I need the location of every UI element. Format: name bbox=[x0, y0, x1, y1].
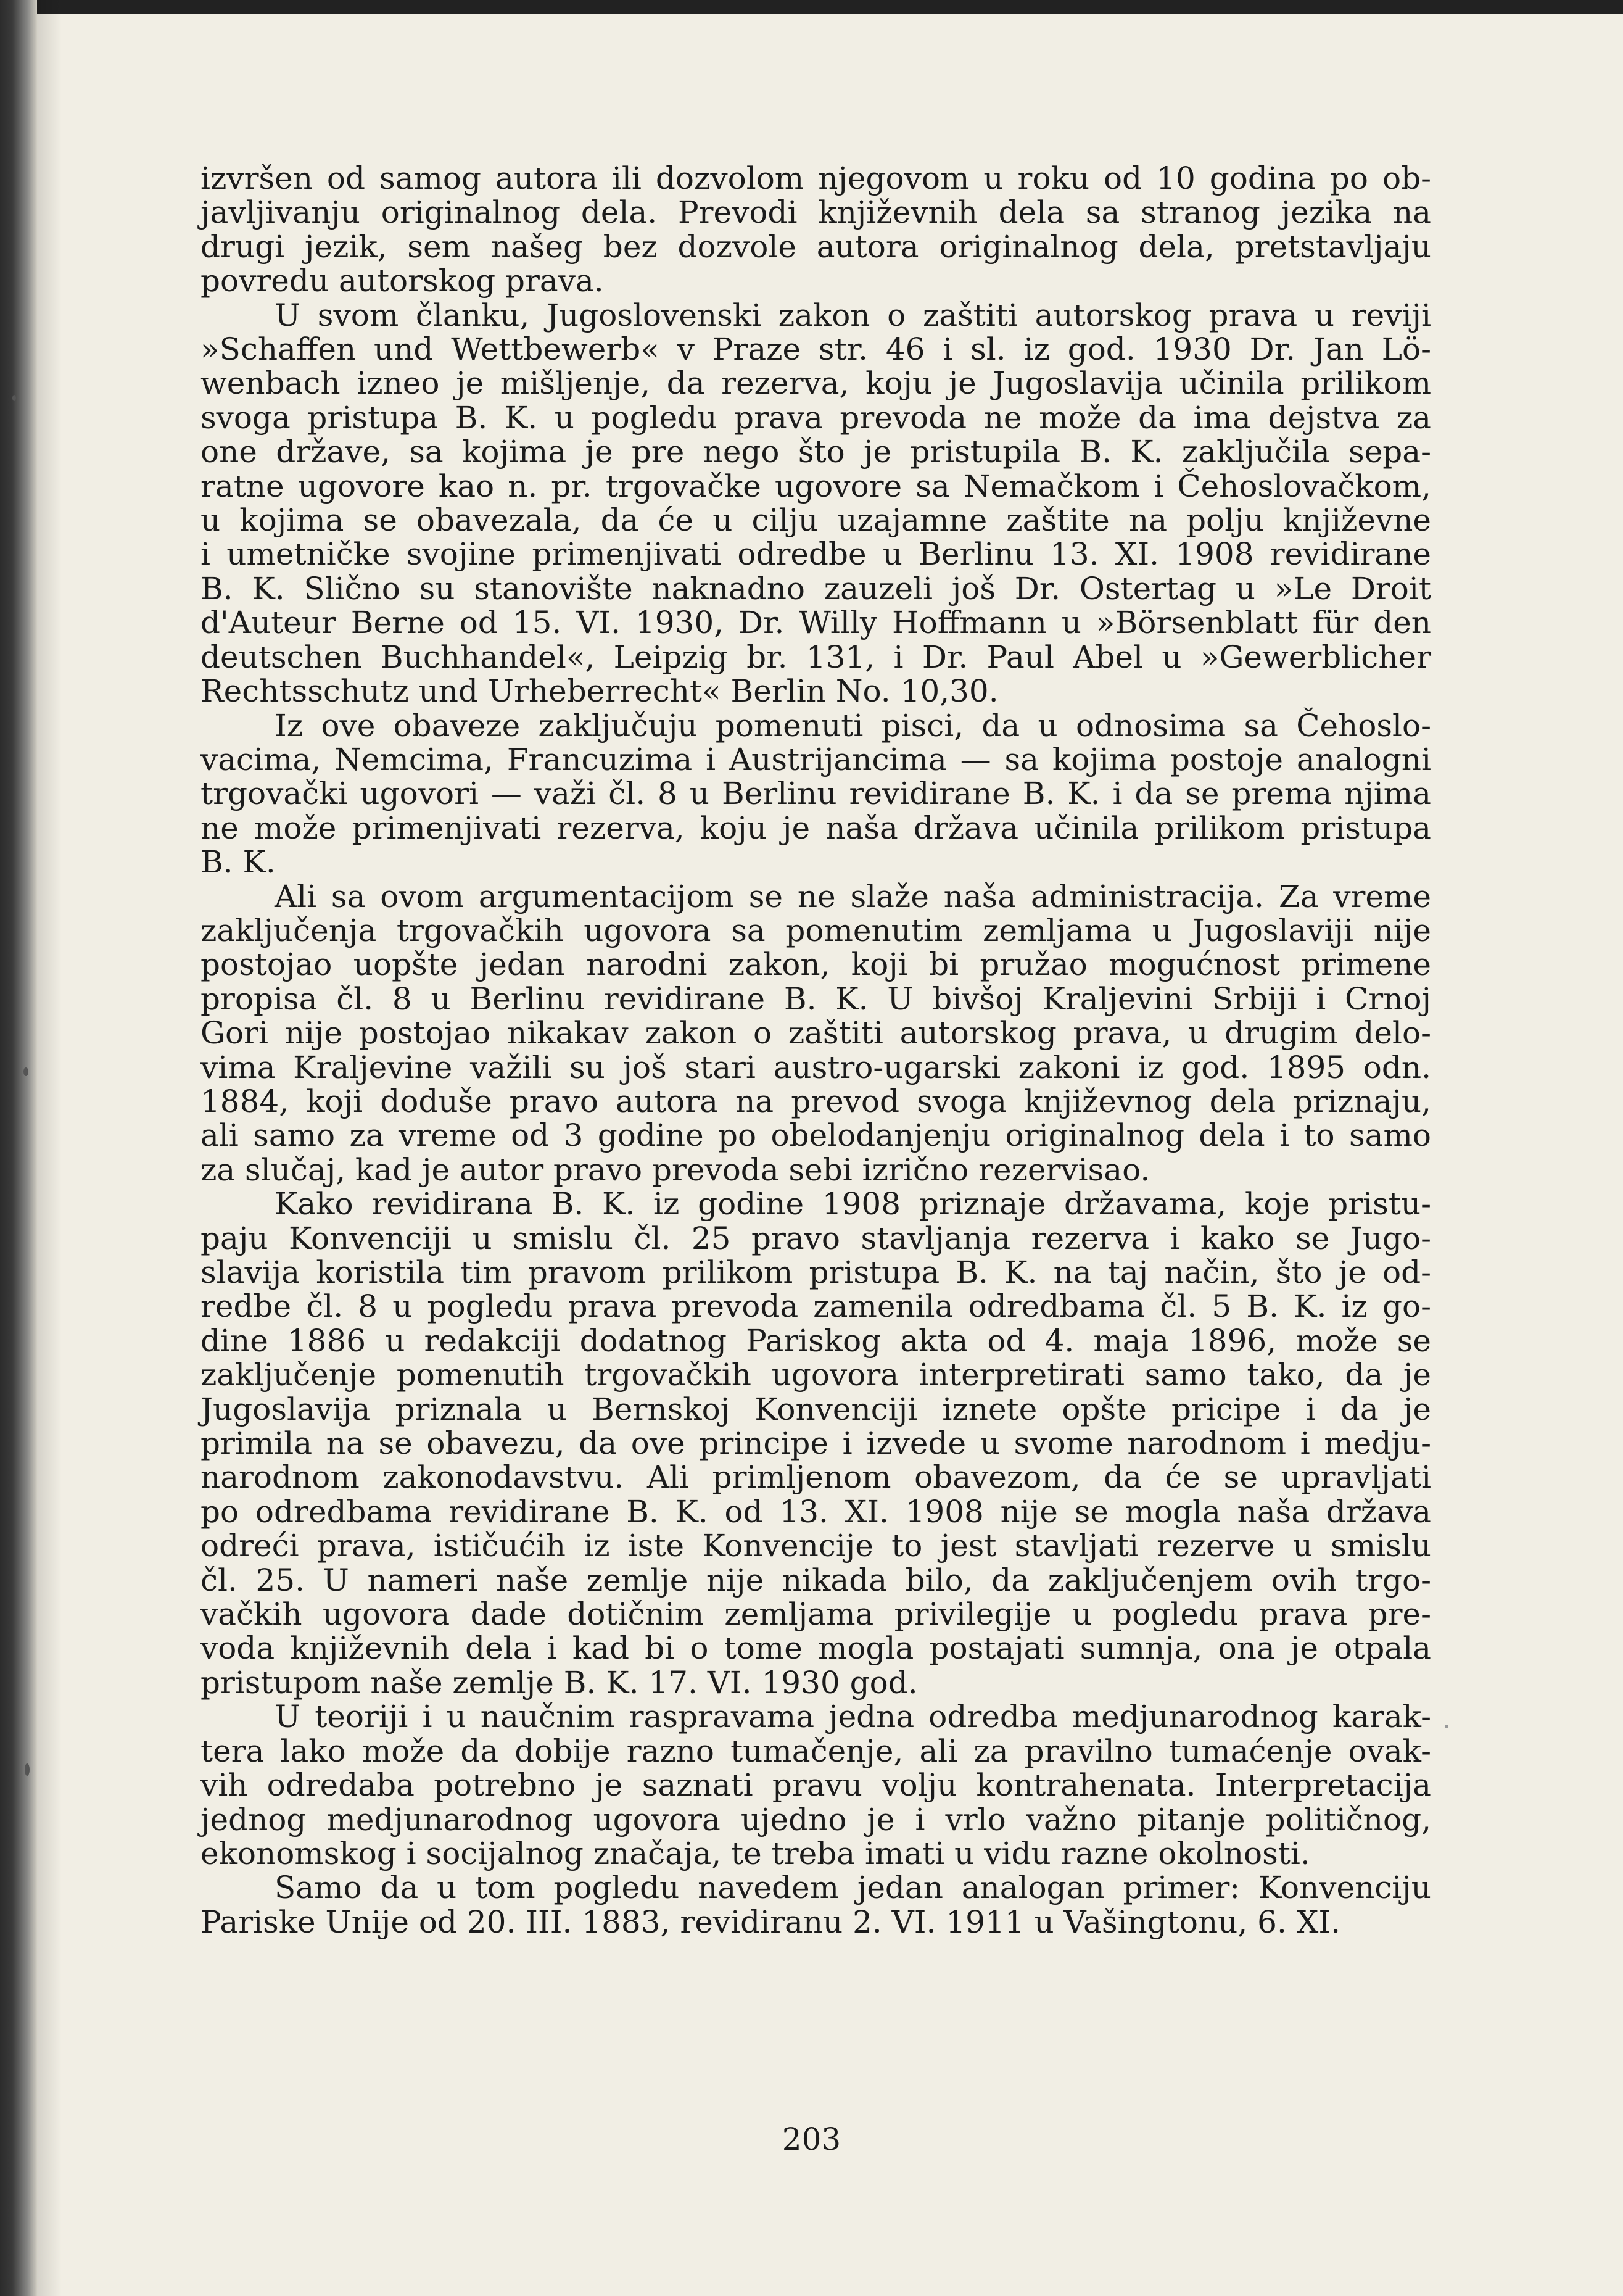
text-line: trgovački ugovori — važi čl. 8 u Berlinu revidirane B. K. i da se prema njima bbox=[200, 776, 1431, 812]
text-line: one države, sa kojima je pre nego što je pristupila B. K. zaključila sepa- bbox=[200, 434, 1431, 470]
text-line: ne može primenjivati rezerva, koju je naša država učinila prilikom pristupa bbox=[200, 810, 1431, 846]
text-line: U svom članku, Jugoslovenski zakon o zaštiti autorskog prava u reviji bbox=[275, 297, 1431, 333]
text-line: drugi jezik, sem našeg bez dozvole autora originalnog dela, pretstavljaju bbox=[200, 228, 1431, 265]
text-line: pristupom naše zemlje B. K. 17. VI. 1930 god. bbox=[200, 1664, 918, 1701]
text-line: Ali sa ovom argumentacijom se ne slaže naša administracija. Za vreme bbox=[275, 878, 1431, 914]
text-line: tera lako može da dobije razno tumačenje, ali za pravilno tumaćenje ovak- bbox=[200, 1733, 1431, 1769]
text-line: Rechtsschutz und Urheberrecht« Berlin No. 10,30. bbox=[200, 673, 999, 710]
paragraph bbox=[200, 299, 1431, 709]
text-line: ratne ugovore kao n. pr. trgovačke ugovore sa Nemačkom i Čehoslovačkom, bbox=[200, 468, 1431, 504]
text-line: odreći prava, ističućih iz iste Konvencije to jest stavljati rezerve u smislu bbox=[200, 1528, 1431, 1564]
page-number: 203 bbox=[782, 2121, 841, 2157]
text-line: »Schaffen und Wettbewerb« v Praze str. 46 i sl. iz god. 1930 Dr. Jan Lö- bbox=[200, 331, 1431, 368]
text-line: svoga pristupa B. K. u pogledu prava prevoda ne može da ima dejstva za bbox=[200, 399, 1431, 436]
text-line: vih odredaba potrebno je saznati pravu volju kontrahenata. Interpretacija bbox=[200, 1767, 1431, 1804]
paragraph bbox=[200, 1700, 1431, 1871]
text-line: Iz ove obaveze zaključuju pomenuti pisci, da u odnosima sa Čehoslo- bbox=[275, 707, 1431, 744]
text-line: d'Auteur Berne od 15. VI. 1930, Dr. Willy Hoffmann u »Börsenblatt für den bbox=[200, 605, 1431, 641]
scan-speck bbox=[1445, 1725, 1448, 1728]
text-line: deutschen Buchhandel«, Leipzig br. 131, i Dr. Paul Abel u »Gewerblicher bbox=[200, 639, 1431, 675]
scan-top-edge bbox=[0, 0, 1623, 14]
text-line: ekonomskog i socijalnog značaja, te treba imati u vidu razne okolnosti. bbox=[200, 1835, 1310, 1871]
text-line: javljivanju originalnog dela. Prevodi književnih dela sa stranog jezika na bbox=[200, 194, 1431, 231]
paragraph bbox=[200, 880, 1431, 1188]
text-line: Kako revidirana B. K. iz godine 1908 priznaje državama, koje pristu- bbox=[275, 1186, 1431, 1222]
text-line: slavija koristila tim pravom prilikom pristupa B. K. na taj način, što je od- bbox=[200, 1254, 1431, 1290]
text-line: B. K. Slično su stanovište naknadno zauzeli još Dr. Ostertag u »Le Droit bbox=[200, 570, 1431, 607]
paragraph bbox=[200, 709, 1431, 880]
text-line: ali samo za vreme od 3 godine po obelodanjenju originalnog dela i to samo bbox=[200, 1117, 1431, 1154]
text-line: U teoriji i u naučnim raspravama jedna odredba medjunarodnog karak- bbox=[275, 1699, 1431, 1735]
scan-speck bbox=[23, 1067, 28, 1076]
scan-speck bbox=[12, 395, 16, 401]
paragraph bbox=[200, 1187, 1431, 1700]
body-text bbox=[200, 162, 1431, 1939]
text-line: čl. 25. U nameri naše zemlje nije nikada bilo, da zaključenjem ovih trgo- bbox=[200, 1562, 1431, 1598]
text-line: Pariske Unije od 20. III. 1883, revidiranu 2. VI. 1911 u Vašingtonu, 6. XI. bbox=[200, 1904, 1340, 1940]
paragraph bbox=[200, 1871, 1431, 1939]
text-line: paju Konvenciji u smislu čl. 25 pravo stavljanja rezerva i kako se Jugo- bbox=[200, 1220, 1431, 1256]
binding-shadow bbox=[37, 0, 62, 2296]
text-line: zaključenja trgovačkih ugovora sa pomenutim zemljama u Jugoslaviji nije bbox=[200, 912, 1431, 948]
text-line: po odredbama revidirane B. K. od 13. XI. 1908 nije se mogla naša država bbox=[200, 1493, 1431, 1530]
text-line: vima Kraljevine važili su još stari austro-ugarski zakoni iz god. 1895 odn. bbox=[200, 1049, 1431, 1085]
text-line: 1884, koji doduše pravo autora na prevod svoga književnog dela priznaju, bbox=[200, 1083, 1431, 1119]
text-line: postojao uopšte jedan narodni zakon, koji bi pružao mogućnost primene bbox=[200, 947, 1431, 983]
text-line: dine 1886 u redakciji dodatnog Pariskog akta od 4. maja 1896, može se bbox=[200, 1322, 1431, 1359]
text-line: zaključenje pomenutih trgovačkih ugovora interpretirati samo tako, da je bbox=[200, 1357, 1431, 1393]
paragraph bbox=[200, 162, 1431, 299]
text-line: Samo da u tom pogledu navedem jedan analogan primer: Konvenciju bbox=[275, 1870, 1431, 1906]
text-line: povredu autorskog prava. bbox=[200, 263, 604, 299]
text-line: izvršen od samog autora ili dozvolom njegovom u roku od 10 godina po ob- bbox=[200, 160, 1431, 196]
text-line: voda književnih dela i kad bi o tome mogla postajati sumnja, ona je otpala bbox=[200, 1630, 1431, 1667]
text-line: Gori nije postojao nikakav zakon o zaštiti autorskog prava, u drugim delo- bbox=[200, 1015, 1431, 1051]
text-line: jednog medjunarodnog ugovora ujedno je i vrlo važno pitanje političnog, bbox=[200, 1801, 1431, 1838]
text-line: u kojima se obavezala, da će u cilju uzajamne zaštite na polju književne bbox=[200, 502, 1431, 539]
text-line: wenbach izneo je mišljenje, da rezerva, koju je Jugoslavija učinila prilikom bbox=[200, 365, 1431, 402]
text-line: primila na se obavezu, da ove principe i izvede u svome narodnom i medju- bbox=[200, 1425, 1431, 1462]
text-line: redbe čl. 8 u pogledu prava prevoda zamenila odredbama čl. 5 B. K. iz go- bbox=[200, 1288, 1431, 1325]
scan-binding-edge bbox=[0, 0, 37, 2296]
text-line: narodnom zakonodavstvu. Ali primljenom obavezom, da će se upravljati bbox=[200, 1459, 1431, 1496]
text-line: i umetničke svojine primenjivati odredbe u Berlinu 13. XI. 1908 revidirane bbox=[200, 536, 1431, 573]
text-line: za slučaj, kad je autor pravo prevoda sebi izrično rezervisao. bbox=[200, 1151, 1150, 1188]
scan-speck bbox=[25, 1763, 30, 1776]
text-line: propisa čl. 8 u Berlinu revidirane B. K. U bivšoj Kraljevini Srbiji i Crnoj bbox=[200, 980, 1431, 1017]
text-line: Jugoslavija priznala u Bernskoj Konvenciji iznete opšte pricipe i da je bbox=[200, 1391, 1431, 1427]
text-line: B. K. bbox=[200, 844, 276, 881]
text-line: vacima, Nemcima, Francuzima i Austrijancima — sa kojima postoje analogni bbox=[200, 741, 1431, 777]
text-line: vačkih ugovora dade dotičnim zemljama privilegije u pogledu prava pre- bbox=[200, 1596, 1431, 1633]
